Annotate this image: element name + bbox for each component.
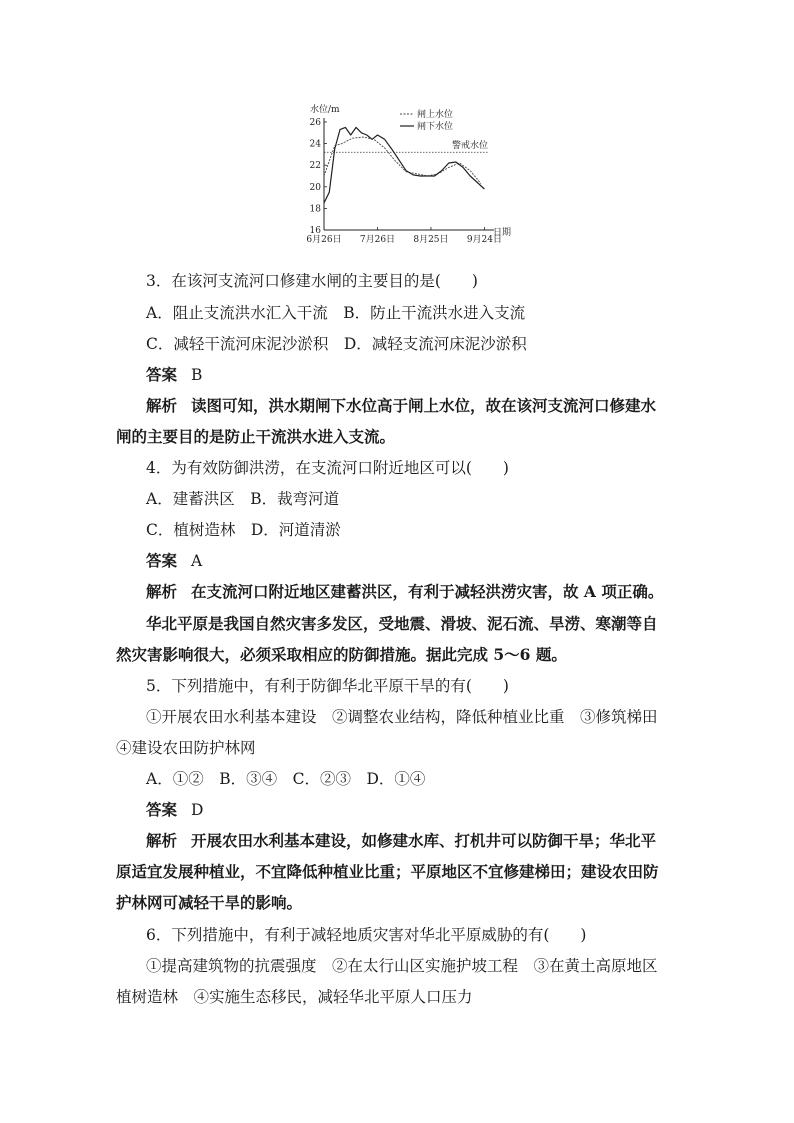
q4-answer: [0, 551, 794, 571]
intro-line-1: [0, 614, 794, 634]
intro-line-2: [0, 645, 794, 665]
series-line-lower-gate: [324, 127, 484, 203]
q3-stem-text: 3．在该河支流河口修建水闸的主要目的是( ): [146, 272, 478, 290]
q3-options-2-text: C．减轻干流河床泥沙淤积 D．减轻支流河床泥沙淤积: [146, 335, 527, 353]
y-tick-label: 26: [309, 118, 321, 128]
x-tick-label: 9月24日: [466, 235, 503, 245]
q5-options-text: A．①② B．③④ C．②③ D．①④: [146, 770, 426, 788]
y-tick-label: 20: [309, 182, 321, 193]
intro-text: 然灾害影响很大，必须采取相应的防御措施。据此完成 5～6 题。: [116, 645, 567, 664]
q3-analysis-1: [0, 396, 794, 416]
legend-entry-lower: 闸下水位: [417, 122, 454, 132]
q3-answer: [0, 365, 794, 385]
analysis-text: 开展农田水利基本建设，如修建水库、打机井可以防御干旱；华北平: [191, 831, 657, 850]
answer-value: A: [191, 552, 203, 570]
q5-items-text: ①开展农田水利基本建设 ②调整农业结构，降低种植业比重 ③修筑梯田: [146, 708, 658, 726]
analysis-label: 解析: [146, 583, 178, 601]
q4-options-1-text: A．建蓄洪区 B．裁弯河道: [146, 490, 340, 508]
q4-options-2-text: C．植树造林 D．河道清淤: [146, 521, 341, 539]
q6-items-text: ①提高建筑物的抗震强度 ②在太行山区实施护坡工程 ③在黄土高原地区: [146, 957, 658, 975]
q5-analysis-1: [0, 831, 794, 851]
q5-options: [0, 769, 794, 789]
intro-text: 华北平原是我国自然灾害多发区，受地震、滑坡、泥石流、旱涝、寒潮等自: [146, 614, 658, 633]
q6-stem-text: 6．下列措施中，有利于减轻地质灾害对华北平原威胁的有( ): [146, 926, 587, 944]
q5-items-2: [0, 738, 794, 758]
answer-label: 答案: [146, 552, 178, 570]
q3-stem: [0, 271, 794, 291]
answer-value: D: [191, 801, 204, 819]
q4-options-1: [0, 489, 794, 509]
chart-svg: [300, 98, 515, 253]
analysis-text: 在支流河口附近地区建蓄洪区，有利于减轻洪涝灾害，故 A 项正确。: [191, 582, 664, 601]
y-tick-label: 18: [309, 204, 321, 215]
warning-level-label: 警戒水位: [452, 141, 489, 151]
y-tick-label: 22: [309, 161, 321, 172]
x-axis-label: 日期: [493, 228, 512, 238]
analysis-text: 原适宜发展种植业，不宜降低种植业比重；平原地区不宜修建梯田；建设农田防: [116, 862, 659, 881]
y-tick-label: 24: [309, 139, 321, 150]
q3-analysis-2: [0, 427, 794, 447]
analysis-text: 闸的主要目的是防止干流洪水进入支流。: [116, 427, 396, 446]
legend-entry-upper: 闸上水位: [417, 110, 454, 120]
x-tick-label: 8月25日: [413, 235, 449, 245]
water-level-chart: [300, 98, 515, 253]
x-tick-label: 7月26日: [359, 235, 396, 245]
q6-stem: [0, 925, 794, 945]
answer-label: 答案: [146, 801, 178, 819]
q6-items-1: [0, 956, 794, 976]
q5-items-text: ④建设农田防护林网: [116, 739, 256, 757]
q4-stem-text: 4．为有效防御洪涝，在支流河口附近地区可以( ): [146, 459, 509, 477]
q5-analysis-3: [0, 893, 794, 913]
q4-options-2: [0, 520, 794, 540]
q3-options-1-text: A．阻止支流洪水汇入干流 B．防止干流洪水进入支流: [146, 304, 526, 322]
q4-analysis-1: [0, 582, 794, 602]
q6-items-2: [0, 987, 794, 1007]
answer-value: B: [191, 366, 203, 384]
q4-stem: [0, 458, 794, 478]
analysis-label: 解析: [146, 397, 178, 415]
y-tick-label: 16: [309, 226, 321, 236]
q5-answer: [0, 800, 794, 820]
q5-stem-text: 5．下列措施中，有利于防御华北平原干旱的有( ): [146, 677, 509, 695]
q5-stem: [0, 676, 794, 696]
q3-options-2: [0, 334, 794, 354]
q3-options-1: [0, 303, 794, 323]
q5-analysis-2: [0, 862, 794, 882]
analysis-text: 读图可知，洪水期闸下水位高于闸上水位，故在该河支流河口修建水: [191, 396, 657, 415]
analysis-text: 护林网可减轻干旱的影响。: [116, 893, 303, 912]
analysis-label: 解析: [146, 832, 178, 850]
q5-items-1: [0, 707, 794, 727]
q6-items-text: 植树造林 ④实施生态移民，减轻华北平原人口压力: [116, 988, 473, 1006]
x-tick-label: 6月26日: [306, 235, 342, 245]
answer-label: 答案: [146, 366, 178, 384]
y-axis-label: 水位/m: [310, 105, 340, 115]
